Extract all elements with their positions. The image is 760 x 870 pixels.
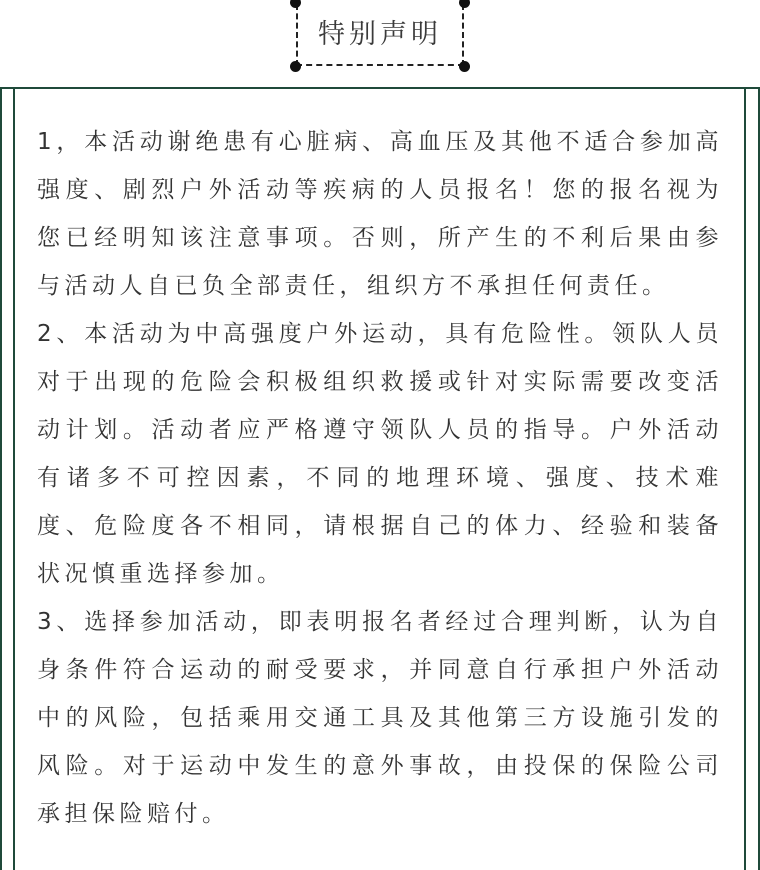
statement-content [37, 118, 723, 838]
title-box [296, 4, 464, 66]
corner-dot-icon [459, 61, 470, 72]
page-title: 特别声明 [318, 19, 442, 50]
statement-paragraph-1: 1，本活动谢绝患有心脏病、高血压及其他不适合参加高强度、剧烈户外活动等疾病的人员报名！您的报名视为您已经明知该注意事项。否则，所产生的不利后果由参与活动人自已负全部责任，组织方不承担任何责任。 [37, 129, 723, 299]
frame-right-inner-border [744, 87, 746, 870]
frame-left-outer-border [0, 87, 2, 870]
statement-paragraph-2: 2、本活动为中高强度户外运动，具有危险性。领队人员对于出现的危险会积极组织救援或针对实际需要改变活动计划。活动者应严格遵守领队人员的指导。户外活动有诸多不可控因素，不同的地理环境、强度、技术难度、危险度各不相同，请根据自己的体力、经验和装备状况慎重选择参加。 [37, 321, 723, 587]
frame-left-inner-border [13, 87, 15, 870]
corner-dot-icon [459, 0, 470, 8]
frame-top-border [0, 87, 760, 89]
corner-dot-icon [290, 61, 301, 72]
statement-paragraph-3: 3、选择参加活动，即表明报名者经过合理判断，认为自身条件符合运动的耐受要求，并同意自行承担户外活动中的风险，包括乘用交通工具及其他第三方设施引发的风险。对于运动中发生的意外事故，由投保的保险公司承担保险赔付。 [37, 609, 723, 827]
